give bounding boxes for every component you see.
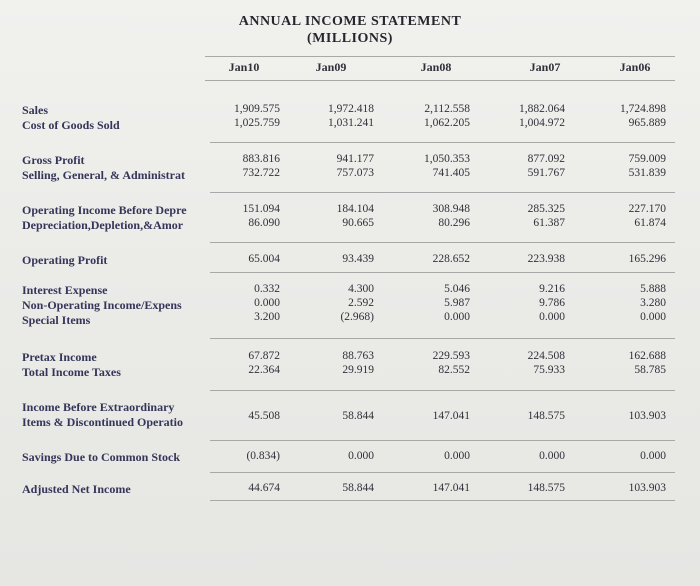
value-cell: 103.903	[628, 482, 666, 494]
value-cell: 3.200	[254, 311, 280, 323]
value-cell: 285.325	[527, 203, 565, 215]
statement-units: (MILLIONS)	[307, 31, 393, 46]
value-cell: 86.090	[248, 217, 280, 229]
value-cell: 308.948	[432, 203, 470, 215]
label-depreciation: Depreciation,Depletion,&Amor	[22, 218, 184, 232]
value-cell: 228.652	[432, 253, 470, 265]
value-cell: 151.094	[242, 203, 280, 215]
value-cell: 224.508	[527, 350, 565, 362]
rule-after-sga	[210, 192, 675, 193]
label-cogs: Cost of Goods Sold	[22, 118, 120, 132]
label-gross-profit: Gross Profit	[22, 153, 85, 167]
value-cell: 2,112.558	[424, 103, 470, 115]
value-cell: 531.839	[628, 167, 666, 179]
value-cell: 229.593	[432, 350, 470, 362]
value-cell: 741.405	[432, 167, 470, 179]
value-cell: 58.785	[634, 364, 666, 376]
value-cell: 1,062.205	[424, 117, 470, 129]
label-pretax-income: Pretax Income	[22, 350, 97, 364]
value-cell: 0.000	[539, 311, 565, 323]
value-cell: 4.300	[348, 283, 374, 295]
value-cell: 75.933	[533, 364, 565, 376]
rule-after-operating-profit	[210, 272, 675, 273]
value-cell: 591.767	[527, 167, 565, 179]
value-cell: 0.000	[640, 311, 666, 323]
value-cell: 82.552	[438, 364, 470, 376]
value-cell: 58.844	[342, 410, 374, 422]
label-operating-profit: Operating Profit	[22, 253, 108, 267]
value-cell: 0.000	[444, 450, 470, 462]
label-operating-income-before-depr: Operating Income Before Depre	[22, 203, 187, 217]
value-cell: 5.987	[444, 297, 470, 309]
label-special-items: Special Items	[22, 313, 91, 327]
value-cell: (2.968)	[340, 311, 374, 323]
value-cell: 147.041	[432, 410, 470, 422]
value-cell: 1,031.241	[328, 117, 374, 129]
value-cell: 148.575	[527, 482, 565, 494]
value-cell: 0.000	[539, 450, 565, 462]
value-cell: 80.296	[438, 217, 470, 229]
value-cell: 757.073	[336, 167, 374, 179]
rule-after-depreciation	[210, 242, 675, 243]
value-cell: 1,025.759	[234, 117, 280, 129]
label-total-taxes: Total Income Taxes	[22, 365, 121, 379]
value-cell: 45.508	[248, 410, 280, 422]
value-cell: 9.216	[539, 283, 565, 295]
value-cell: 5.888	[640, 283, 666, 295]
value-cell: 61.387	[533, 217, 565, 229]
label-interest-expense: Interest Expense	[22, 283, 108, 297]
value-cell: 3.280	[640, 297, 666, 309]
rule-after-special-items	[210, 338, 675, 339]
value-cell: 0.000	[444, 311, 470, 323]
header-rule-bottom	[205, 80, 675, 81]
value-cell: 0.332	[254, 283, 280, 295]
value-cell: 162.688	[628, 350, 666, 362]
value-cell: 1,050.353	[424, 153, 470, 165]
value-cell: 0.000	[254, 297, 280, 309]
label-non-operating: Non-Operating Income/Expens	[22, 298, 182, 312]
value-cell: 883.816	[242, 153, 280, 165]
value-cell: 1,909.575	[234, 103, 280, 115]
rule-after-taxes	[210, 390, 675, 391]
value-cell: 941.177	[336, 153, 374, 165]
label-sales: Sales	[22, 103, 49, 117]
value-cell: 148.575	[527, 410, 565, 422]
value-cell: 93.439	[342, 253, 374, 265]
rule-after-income-before-extraordinary	[210, 440, 675, 441]
value-cell: 165.296	[628, 253, 666, 265]
year-header-jan09: Jan09	[315, 60, 347, 74]
value-cell: (0.834)	[246, 450, 280, 462]
value-cell: 147.041	[432, 482, 470, 494]
value-cell: 58.844	[342, 482, 374, 494]
value-cell: 732.722	[242, 167, 280, 179]
header-rule-top	[205, 56, 675, 57]
label-adjusted-net-income: Adjusted Net Income	[22, 482, 131, 496]
value-cell: 9.786	[539, 297, 565, 309]
year-header-jan10: Jan10	[228, 60, 260, 74]
label-discontinued-operations: Items & Discontinued Operatio	[22, 415, 183, 429]
label-income-before-extraordinary: Income Before Extraordinary	[22, 400, 175, 414]
value-cell: 223.938	[527, 253, 565, 265]
label-savings-common-stock: Savings Due to Common Stock	[22, 450, 181, 464]
statement-title: ANNUAL INCOME STATEMENT	[238, 14, 462, 29]
rule-after-savings	[210, 472, 675, 473]
rule-after-cogs	[210, 142, 675, 143]
value-cell: 1,882.064	[519, 103, 565, 115]
label-sga: Selling, General, & Administrat	[22, 168, 185, 182]
rule-final	[210, 500, 675, 501]
value-cell: 1,724.898	[620, 103, 666, 115]
value-cell: 227.170	[628, 203, 666, 215]
value-cell: 184.104	[336, 203, 374, 215]
value-cell: 5.046	[444, 283, 470, 295]
value-cell: 22.364	[248, 364, 280, 376]
value-cell: 65.004	[248, 253, 280, 265]
value-cell: 0.000	[640, 450, 666, 462]
year-header-jan08: Jan08	[420, 60, 452, 74]
value-cell: 877.092	[527, 153, 565, 165]
value-cell: 0.000	[348, 450, 374, 462]
value-cell: 1,972.418	[328, 103, 374, 115]
year-header-jan06: Jan06	[619, 60, 651, 74]
value-cell: 61.874	[634, 217, 666, 229]
value-cell: 1,004.972	[519, 117, 565, 129]
value-cell: 29.919	[342, 364, 374, 376]
value-cell: 759.009	[628, 153, 666, 165]
value-cell: 90.665	[342, 217, 374, 229]
year-header-jan07: Jan07	[529, 60, 561, 74]
value-cell: 965.889	[628, 117, 666, 129]
value-cell: 44.674	[248, 482, 280, 494]
value-cell: 103.903	[628, 410, 666, 422]
value-cell: 2.592	[348, 297, 374, 309]
value-cell: 67.872	[248, 350, 280, 362]
value-cell: 88.763	[342, 350, 374, 362]
